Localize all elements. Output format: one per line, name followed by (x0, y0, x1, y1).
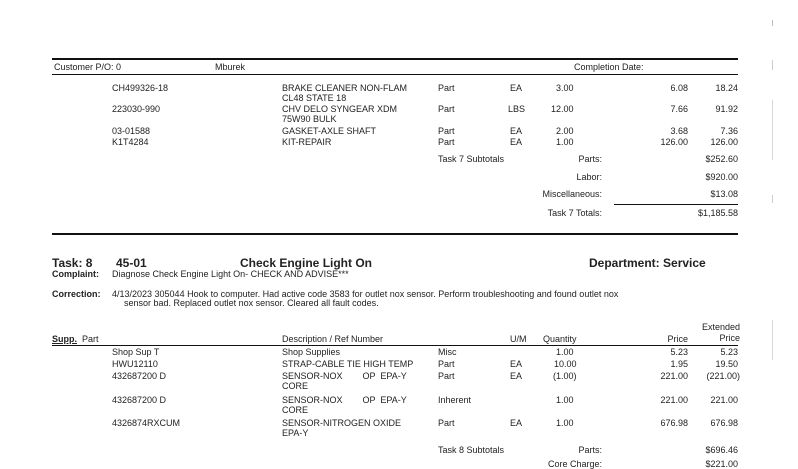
task7-parts-label: Parts: (578, 154, 602, 164)
unit-of-measure: EA (510, 359, 523, 369)
quantity: 10.00 (554, 359, 577, 369)
item-type: Part (438, 371, 455, 381)
description: GASKET-AXLE SHAFT (282, 126, 377, 136)
description: STRAP-CABLE TIE HIGH TEMP (282, 359, 414, 369)
part-number: 223030-990 (112, 104, 161, 114)
customer-po-label: Customer P/O: 0 (54, 62, 122, 72)
task8-parts-label: Parts: (578, 445, 602, 455)
item-type: Part (438, 137, 455, 147)
price: 5.23 (670, 347, 688, 357)
unit-of-measure: EA (510, 126, 523, 136)
extended-price: 7.36 (720, 126, 738, 136)
part-number: 4326874RXCUM (112, 418, 181, 428)
extended-price: 19.50 (715, 359, 738, 369)
task7-totals-label: Task 7 Totals: (547, 208, 602, 218)
task7-misc-label: Miscellaneous: (542, 189, 602, 199)
task8-parts-value: $696.46 (705, 445, 738, 455)
quantity: 1.00 (556, 418, 574, 428)
extended-price: 221.00 (710, 395, 738, 405)
price: 126.00 (660, 137, 688, 147)
task7-subtotals-label: Task 7 Subtotals (438, 154, 505, 164)
item-type: Part (438, 83, 455, 93)
task-number: Task: 8 (52, 256, 93, 270)
column-header-um: U/M (510, 334, 527, 344)
complaint-text: Diagnose Check Engine Light On- CHECK AND ADVISE*** (112, 269, 349, 279)
quantity: 2.00 (556, 126, 574, 136)
price: 676.98 (660, 418, 688, 428)
part-number: 432687200 D (112, 395, 167, 405)
part-number: Shop Sup T (112, 347, 160, 357)
quantity: (1.00) (553, 371, 577, 381)
description-line2: CL48 STATE 18 (282, 93, 347, 103)
column-header-rule (52, 345, 738, 346)
task-separator-rule (52, 233, 738, 235)
scan-edge-marks (772, 20, 774, 450)
description-line2: 75W90 BULK (282, 114, 337, 124)
price: 3.68 (670, 126, 688, 136)
quantity: 1.00 (556, 137, 574, 147)
task8-subtotals-label: Task 8 Subtotals (438, 445, 505, 455)
task8-core-charge-value: $221.00 (705, 459, 738, 469)
extended-price: 18.24 (715, 83, 738, 93)
description-line2: CORE (282, 381, 309, 391)
extended-price: 126.00 (710, 137, 738, 147)
description: SENSOR-NOX OP EPA-Y (282, 395, 407, 405)
description: CHV DELO SYNGEAR XDM (282, 104, 398, 114)
description: BRAKE CLEANER NON-FLAM (282, 83, 408, 93)
item-type: Part (438, 104, 455, 114)
description-line2: EPA-Y (282, 428, 309, 438)
item-type: Part (438, 418, 455, 428)
description-line2: CORE (282, 405, 309, 415)
task-title: Check Engine Light On (240, 256, 373, 270)
unit-of-measure: EA (510, 371, 523, 381)
price: 221.00 (660, 371, 688, 381)
task7-parts-value: $252.60 (705, 154, 738, 164)
part-number: 432687200 D (112, 371, 167, 381)
item-type: Part (438, 359, 455, 369)
quantity: 3.00 (556, 83, 574, 93)
extended-price: 676.98 (710, 418, 738, 428)
task7-totals-value: $1,185.58 (697, 208, 738, 218)
completion-date-label: Completion Date: (574, 62, 644, 72)
customer-name: Mburek (215, 62, 246, 72)
column-header-extended: Extended (701, 322, 740, 332)
price: 7.66 (670, 104, 688, 114)
column-header-part: Part (82, 334, 99, 344)
item-type: Misc (438, 347, 457, 357)
description: KIT-REPAIR (282, 137, 332, 147)
task-code: 45-01 (116, 256, 147, 270)
unit-of-measure: EA (510, 418, 523, 428)
complaint-label: Complaint: (52, 269, 99, 279)
correction-text: 4/13/2023 305044 Hook to computer. Had active code 3583 for outlet nox sensor. Perform troubleshooting and found outlet nox (112, 289, 619, 299)
item-type: Part (438, 126, 455, 136)
column-header-quantity: Quantity (543, 334, 577, 344)
price: 1.95 (670, 359, 688, 369)
extended-price: 5.23 (720, 347, 738, 357)
correction-text-line2: sensor bad. Replaced outlet nox sensor. Cleared all fault codes. (124, 298, 379, 308)
quantity: 1.00 (556, 347, 574, 357)
column-header-price: Price (667, 334, 688, 344)
part-number: K1T4284 (112, 137, 149, 147)
quantity: 12.00 (551, 104, 574, 114)
top-rule (52, 58, 738, 60)
task8-core-charge-label: Core Charge: (547, 459, 602, 469)
task7-labor-label: Labor: (576, 172, 602, 182)
part-number: HWU12110 (112, 359, 158, 369)
description: SENSOR-NOX OP EPA-Y (282, 371, 407, 381)
price: 221.00 (660, 395, 688, 405)
task7-labor-value: $920.00 (705, 172, 738, 182)
totals-rule (614, 204, 738, 205)
header-divider (52, 74, 738, 75)
description: Shop Supplies (282, 347, 341, 357)
column-header-supp: Supp. (52, 334, 77, 344)
column-header-extended-price: Price (719, 333, 740, 343)
part-number: CH499326-18 (112, 83, 169, 93)
price: 6.08 (670, 83, 688, 93)
unit-of-measure: EA (510, 83, 523, 93)
correction-label: Correction: (52, 289, 101, 299)
unit-of-measure: LBS (508, 104, 526, 114)
column-header-description: Description / Ref Number (282, 334, 384, 344)
department: Department: Service (589, 256, 706, 270)
extended-price: 91.92 (715, 104, 738, 114)
description: SENSOR-NITROGEN OXIDE (282, 418, 402, 428)
task7-misc-value: $13.08 (710, 189, 738, 199)
item-type: Inherent (438, 395, 472, 405)
quantity: 1.00 (556, 395, 574, 405)
extended-price: (221.00) (706, 371, 740, 381)
unit-of-measure: EA (510, 137, 523, 147)
part-number: 03-01588 (112, 126, 151, 136)
